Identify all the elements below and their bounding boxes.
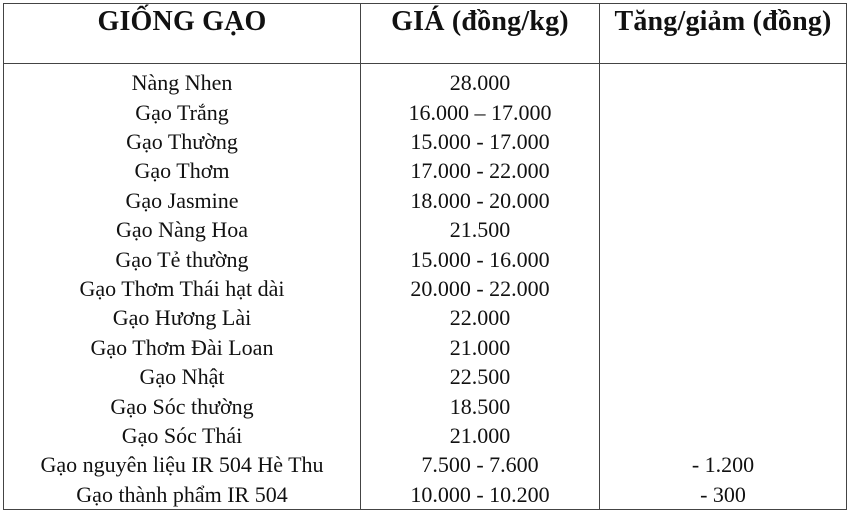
change-cell [600,156,847,185]
price-cell: 22.000 [361,303,600,332]
header-change: Tăng/giảm (đồng) [600,4,847,64]
change-cell [600,127,847,156]
change-cell [600,333,847,362]
change-cell [600,64,847,98]
change-cell [600,274,847,303]
header-row [4,4,847,64]
price-cell: 16.000 – 17.000 [361,97,600,126]
table-body [4,64,847,510]
change-cell [600,186,847,215]
change-cell [600,391,847,420]
price-cell: 15.000 - 17.000 [361,127,600,156]
rice-variety-cell: Nàng Nhen [4,64,361,98]
table-row [4,186,847,215]
change-cell [600,244,847,273]
rice-variety-cell: Gạo Trắng [4,97,361,126]
table-row [4,450,847,479]
change-cell: - 300 [600,480,847,510]
rice-variety-cell: Gạo Sóc Thái [4,421,361,450]
change-cell [600,421,847,450]
table-row [4,421,847,450]
change-cell [600,362,847,391]
table-row [4,303,847,332]
price-cell: 21.000 [361,421,600,450]
price-cell: 17.000 - 22.000 [361,156,600,185]
change-cell [600,303,847,332]
rice-variety-cell: Gạo Thơm Thái hạt dài [4,274,361,303]
header-price: GIÁ (đồng/kg) [361,4,600,64]
rice-variety-cell: Gạo Nhật [4,362,361,391]
price-cell: 15.000 - 16.000 [361,244,600,273]
rice-variety-cell: Gạo nguyên liệu IR 504 Hè Thu [4,450,361,479]
table-row [4,64,847,98]
price-cell: 21.500 [361,215,600,244]
table-row [4,274,847,303]
price-cell: 22.500 [361,362,600,391]
rice-variety-cell: Gạo thành phẩm IR 504 [4,480,361,510]
rice-variety-cell: Gạo Thơm [4,156,361,185]
table-row [4,333,847,362]
change-cell: - 1.200 [600,450,847,479]
change-cell [600,215,847,244]
rice-variety-cell: Gạo Thơm Đài Loan [4,333,361,362]
price-cell: 21.000 [361,333,600,362]
table-row [4,215,847,244]
rice-variety-cell: Gạo Tẻ thường [4,244,361,273]
change-cell [600,97,847,126]
rice-variety-cell: Gạo Hương Lài [4,303,361,332]
rice-variety-cell: Gạo Thường [4,127,361,156]
table-row [4,244,847,273]
price-cell: 20.000 - 22.000 [361,274,600,303]
rice-variety-cell: Gạo Sóc thường [4,391,361,420]
rice-variety-cell: Gạo Jasmine [4,186,361,215]
table-row [4,391,847,420]
table-row [4,362,847,391]
table-row [4,480,847,510]
price-cell: 10.000 - 10.200 [361,480,600,510]
table-row [4,156,847,185]
rice-price-table [3,3,847,510]
price-cell: 28.000 [361,64,600,98]
header-variety: GIỐNG GẠO [4,4,361,64]
table-header [4,4,847,64]
price-cell: 7.500 - 7.600 [361,450,600,479]
rice-variety-cell: Gạo Nàng Hoa [4,215,361,244]
price-cell: 18.500 [361,391,600,420]
table-row [4,97,847,126]
table-row [4,127,847,156]
price-cell: 18.000 - 20.000 [361,186,600,215]
